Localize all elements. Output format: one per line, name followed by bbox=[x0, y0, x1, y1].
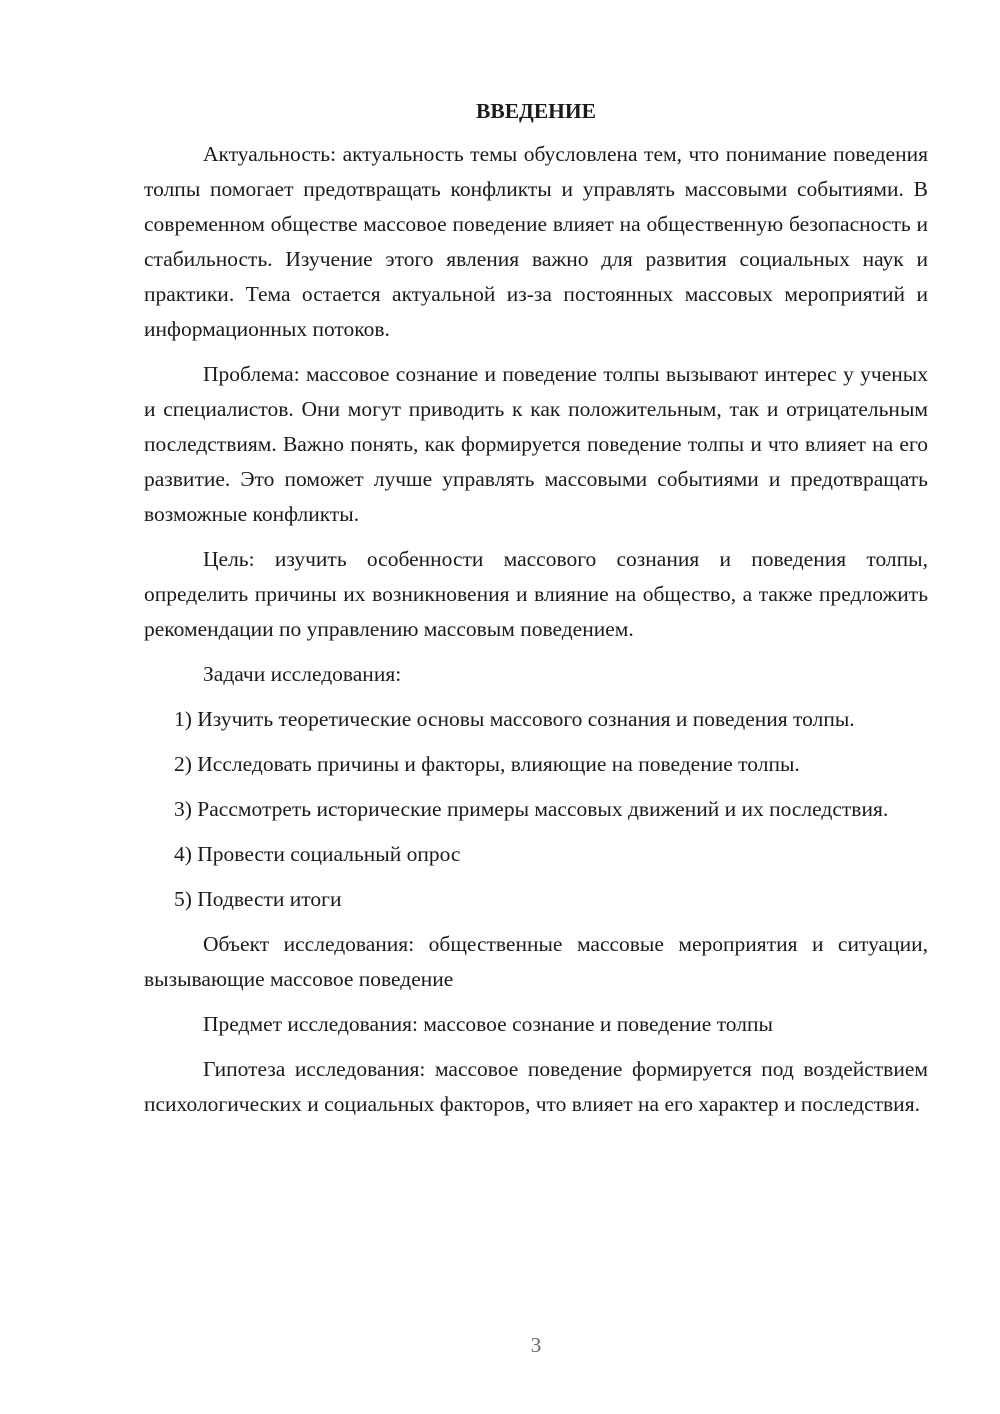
task-item-2: 2) Исследовать причины и факторы, влияющие на поведение толпы. bbox=[174, 752, 800, 776]
paragraph-relevance: Актуальность: актуальность темы обусловлена тем, что понимание поведения толпы помогает предотвращать конфликты и управлять массовыми событиями. В современном обществе массовое поведение влияет на общественную безопасность и стабильность. Изучение этого явления важно для развития социальных наук и практики. Тема остается актуальной из-за постоянных массовых мероприятий и информационных потоков. bbox=[144, 142, 928, 341]
paragraph-problem: Проблема: массовое сознание и поведение толпы вызывают интерес у ученых и специалистов. Они могут приводить к как положительным, так и отрицательным последствиям. Важно понять, как формируется поведение толпы и что влияет на его развитие. Это поможет лучше управлять массовыми событиями и предотвращать возможные конфликты. bbox=[144, 362, 928, 526]
paragraph-hypothesis: Гипотеза исследования: массовое поведение формируется под воздействием психологических и социальных факторов, что влияет на его характер и последствия. bbox=[144, 1057, 928, 1116]
task-item-1: 1) Изучить теоретические основы массового сознания и поведения толпы. bbox=[174, 707, 855, 731]
paragraph-object: Объект исследования: общественные массовые мероприятия и ситуации, вызывающие массовое поведение bbox=[144, 932, 928, 991]
page-title: ВВЕДЕНИЕ bbox=[476, 99, 596, 123]
paragraph-goal: Цель: изучить особенности массового сознания и поведения толпы, определить причины их возникновения и влияние на общество, а также предложить рекомендации по управлению массовым поведением. bbox=[144, 547, 928, 641]
task-item-4: 4) Провести социальный опрос bbox=[174, 842, 461, 866]
page-number: 3 bbox=[530, 1333, 542, 1357]
task-item-3: 3) Рассмотреть исторические примеры массовых движений и их последствия. bbox=[174, 797, 889, 821]
task-item-5: 5) Подвести итоги bbox=[174, 887, 342, 911]
paragraph-subject: Предмет исследования: массовое сознание и поведение толпы bbox=[203, 1012, 773, 1036]
document-page bbox=[144, 94, 928, 1132]
tasks-heading: Задачи исследования: bbox=[203, 662, 402, 686]
